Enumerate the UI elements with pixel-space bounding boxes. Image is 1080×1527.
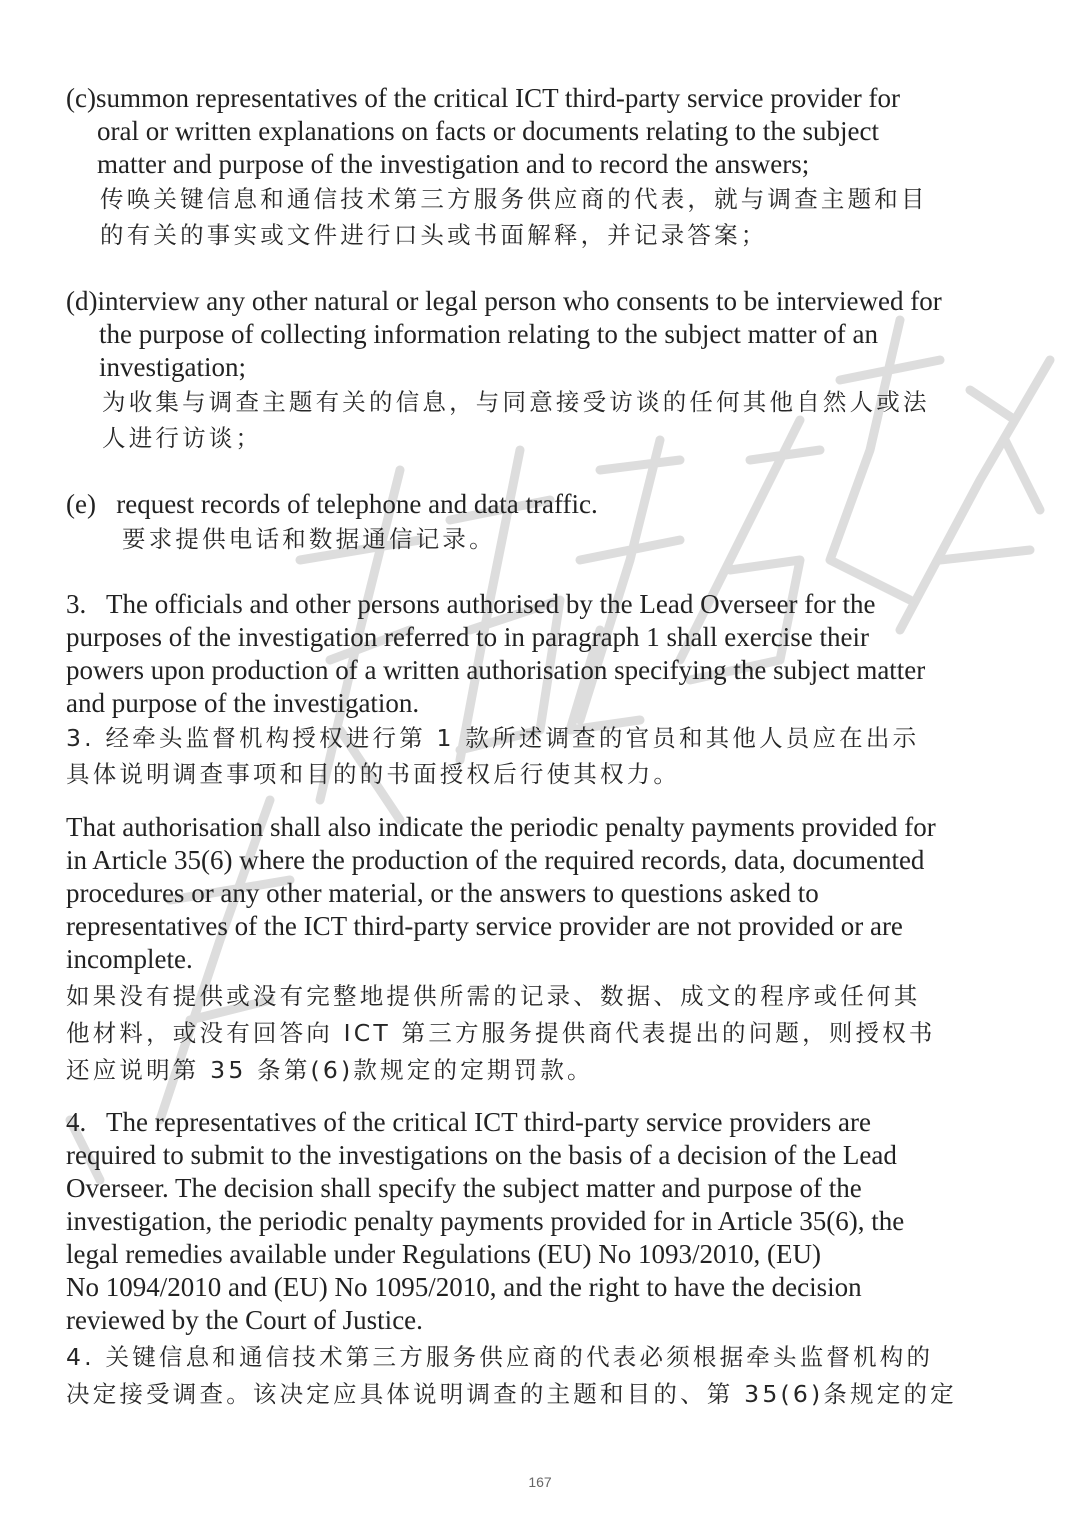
para-3-en-line-3: powers upon production of a written authorisation specifying the subject matter	[66, 655, 926, 685]
para-3b-en-line-2: in Article 35(6) where the production of the required records, data, documented	[66, 845, 925, 875]
para-4-en-line-5: legal remedies available under Regulations (EU) No 1093/2010, (EU)	[66, 1239, 822, 1269]
para-3b-en-line-4: representatives of the ICT third-party service provider are not provided or are	[66, 911, 903, 941]
para-3-en-line-4: and purpose of the investigation.	[66, 688, 420, 718]
para-4-en-line-2: required to submit to the investigations on the basis of a decision of the Lead	[66, 1140, 897, 1170]
clause-c-zh-line-1: 传唤关键信息和通信技术第三方服务供应商的代表，就与调查主题和目	[100, 185, 928, 213]
clause-d-zh-line-2: 人进行访谈；	[102, 424, 263, 452]
clause-c-en-line-2: oral or written explanations on facts or documents relating to the subject	[97, 116, 880, 146]
clause-d-en-line-3: investigation;	[99, 352, 246, 382]
clause-c-zh-line-2: 的有关的事实或文件进行口头或书面解释，并记录答案；	[100, 221, 768, 249]
clause-e-zh-line-1: 要求提供电话和数据通信记录。	[122, 525, 496, 553]
para-3b-zh-line-2: 他材料，或没有回答向 ICT 第三方服务提供商代表提出的问题，则授权书	[66, 1019, 936, 1047]
para-4-en-line-4: investigation, the periodic penalty payments provided for in Article 35(6), the	[66, 1206, 905, 1236]
para-4-en-line-1: 4. The representatives of the critical ICT third-party service providers are	[66, 1107, 871, 1137]
para-3b-en-line-3: procedures or any other material, or the answers to questions asked to	[66, 878, 819, 908]
para-3-en-line-1: 3. The officials and other persons authorised by the Lead Overseer for the	[66, 589, 876, 619]
clause-e-en-line-1: (e) request records of telephone and data traffic.	[66, 489, 598, 519]
para-3-zh-line-1: 3. 经牵头监督机构授权进行第 1 款所述调查的官员和其他人员应在出示	[66, 724, 920, 752]
clause-c-en-line-3: matter and purpose of the investigation and to record the answers;	[97, 149, 810, 179]
page-number: 167	[528, 1474, 552, 1490]
para-4-zh-line-1: 4. 关键信息和通信技术第三方服务供应商的代表必须根据牵头监督机构的	[66, 1343, 934, 1371]
para-4-en-line-7: reviewed by the Court of Justice.	[66, 1305, 423, 1335]
para-3b-zh-line-1: 如果没有提供或没有完整地提供所需的记录、数据、成文的程序或任何其	[66, 982, 921, 1010]
clause-d-zh-line-1: 为收集与调查主题有关的信息，与同意接受访谈的任何其他自然人或法	[102, 388, 930, 416]
para-4-zh-line-2: 决定接受调查。该决定应具体说明调查的主题和目的、第 35(6)条规定的定	[66, 1380, 957, 1408]
para-3-zh-line-2: 具体说明调查事项和目的的书面授权后行使其权力。	[66, 760, 681, 788]
para-4-en-line-6: No 1094/2010 and (EU) No 1095/2010, and the right to have the decision	[66, 1272, 862, 1302]
para-3b-en-line-1: That authorisation shall also indicate the periodic penalty payments provided for	[66, 812, 936, 842]
para-3b-en-line-5: incomplete.	[66, 944, 193, 974]
para-3b-zh-line-3: 还应说明第 35 条第(6)款规定的定期罚款。	[66, 1056, 594, 1084]
clause-d-en-line-1: (d)interview any other natural or legal person who consents to be interviewed for	[66, 286, 942, 316]
clause-c-en-line-1: (c)summon representatives of the critical ICT third-party service provider for	[66, 83, 900, 113]
clause-d-en-line-2: the purpose of collecting information relating to the subject matter of an	[99, 319, 879, 349]
para-4-en-line-3: Overseer. The decision shall specify the subject matter and purpose of the	[66, 1173, 862, 1203]
para-3-en-line-2: purposes of the investigation referred to in paragraph 1 shall exercise their	[66, 622, 869, 652]
